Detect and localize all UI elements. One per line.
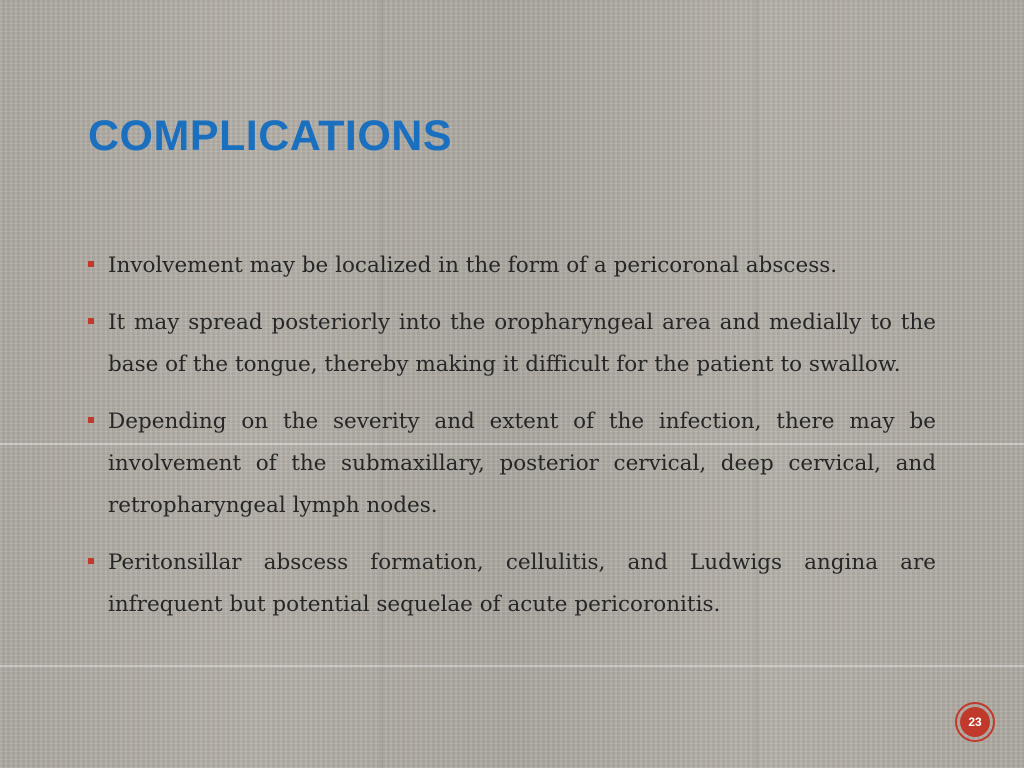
square-bullet-icon xyxy=(88,558,94,564)
page-number-badge xyxy=(955,702,995,742)
page-number: 23 xyxy=(960,707,990,737)
square-bullet-icon xyxy=(88,417,94,423)
bullet-list xyxy=(88,245,936,641)
bullet-item xyxy=(88,401,936,527)
bullet-text: Involvement may be localized in the form of a pericoronal abscess. xyxy=(108,253,838,278)
bullet-text: Depending on the severity and extent of the infection, there may be involvement of the submaxillary, posterior cervical, deep cervical, and retropharyngeal lymph nodes. xyxy=(108,409,936,518)
bullet-item xyxy=(88,302,936,386)
bullet-item xyxy=(88,542,936,626)
background-line xyxy=(0,665,1024,667)
slide-title: COMPLICATIONS xyxy=(88,112,453,160)
bullet-text: It may spread posteriorly into the oropharyngeal area and medially to the base of the tongue, thereby making it difficult for the patient to swallow. xyxy=(108,310,936,377)
bullet-text: Peritonsillar abscess formation, cellulitis, and Ludwigs angina are infrequent but potential sequelae of acute pericoronitis. xyxy=(108,550,936,617)
bullet-item xyxy=(88,245,936,287)
square-bullet-icon xyxy=(88,261,94,267)
square-bullet-icon xyxy=(88,318,94,324)
